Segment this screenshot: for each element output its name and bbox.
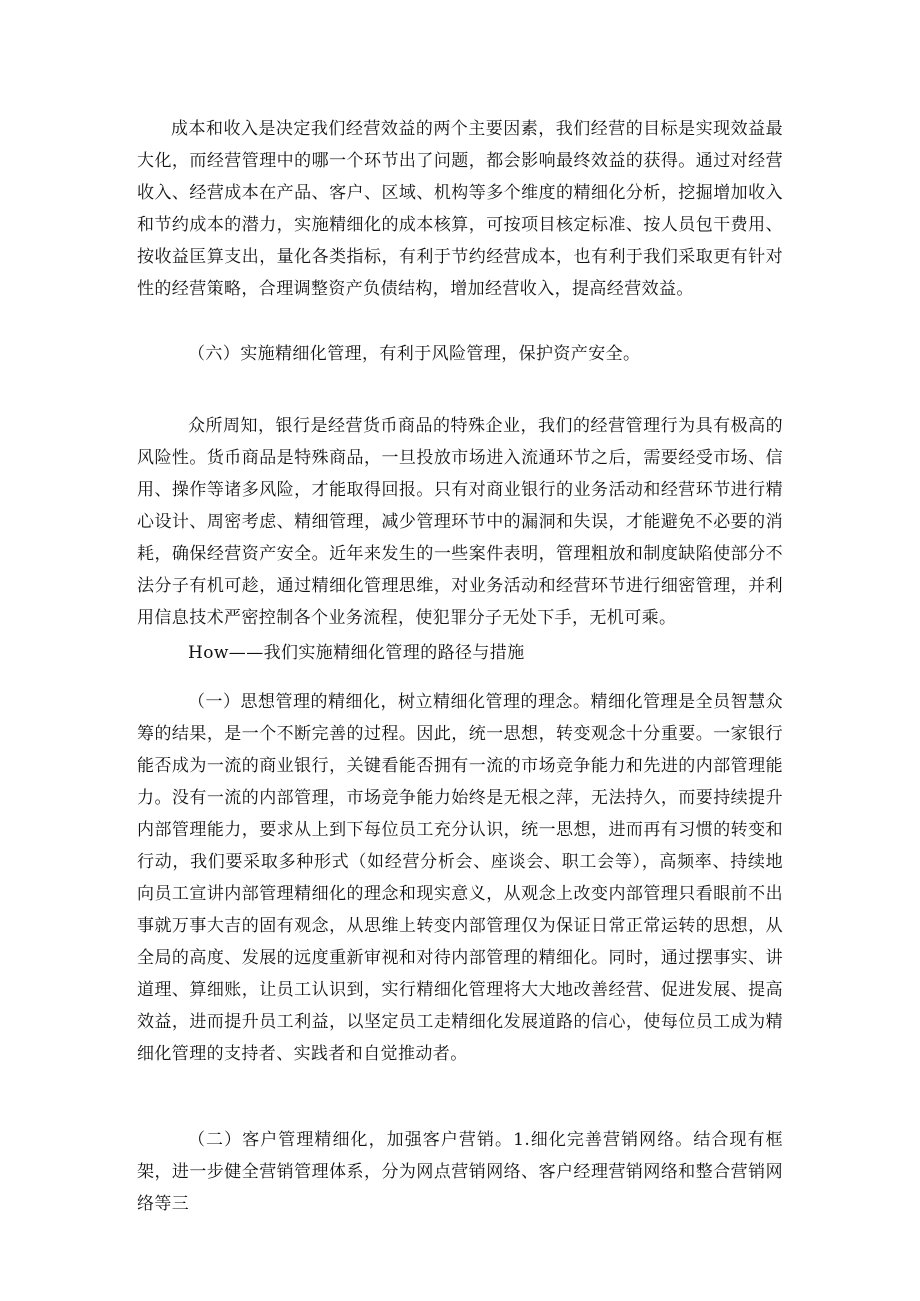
paragraph-heading-six: （六）实施精细化管理，有利于风险管理，保护资产安全。 (188, 344, 641, 364)
paragraph-customer-management: （二）客户管理精细化，加强客户营销。1.细化完善营销网络。结合现有框架，进一步健全营销管理体系，分为网点营销网络、客户经理营销网络和整合营销网络等三 (137, 1130, 783, 1214)
paragraph-thought-management: （一）思想管理的精细化，树立精细化管理的理念。精细化管理是全员智慧众筹的结果，是一个不断完善的过程。因此，统一思想，转变观念十分重要。一家银行能否成为一流的商业银行，关键看能否拥有一流的市场竞争能力和先进的内部管理能力。没有一流的内部管理，市场竞争能力始终是无根之萍，无法持久，而要持续提升内部管理能力，要求从上到下每位员工充分认识，统一思想，进而再有习惯的转变和行动，我们要采取多种形式（如经营分析会、座谈会、职工会等），高频率、持续地向员工宣讲内部管理精细化的理念和现实意义，从观念上改变内部管理只看眼前不出事就万事大吉的固有观念，从思维上转变内部管理仅为保证日常正常运转的思想，从全局的高度、发展的远度重新审视和对待内部管理的精细化。同时，通过摆事实、讲道理、算细账，让员工认识到，实行精细化管理将大大地改善经营、促进发展、提高效益，进而提升员工利益，以坚定员工走精细化发展道路的信心，使每位员工成为精细化管理的支持者、实践者和自觉推动者。 (137, 692, 783, 1064)
paragraph-how-heading: How——我们实施精细化管理的路径与措施 (188, 643, 525, 663)
paragraph-cost-income: 成本和收入是决定我们经营效益的两个主要因素，我们经营的目标是实现效益最大化，而经营管理中的哪一个环节出了问题，都会影响最终效益的获得。通过对经营收入、经营成本在产品、客户、区域、机构等多个维度的精细化分析，挖掘增加收入和节约成本的潜力，实施精细化的成本核算，可按项目核定标准、按人员包干费用、按收益匡算支出，量化各类指标，有利于节约经营成本，也有利于我们采取更有针对性的经营策略，合理调整资产负债结构，增加经营收入，提高经营效益。 (137, 119, 783, 299)
paragraph-risk-management: 众所周知，银行是经营货币商品的特殊企业，我们的经营管理行为具有极高的风险性。货币商品是特殊商品，一旦投放市场进入流通环节之后，需要经受市场、信用、操作等诸多风险，才能取得回报。只有对商业银行的业务活动和经营环节进行精心设计、周密考虑、精细管理，减少管理环节中的漏洞和失误，才能避免不必要的消耗，确保经营资产安全。近年来发生的一些案件表明，管理粗放和制度缺陷使部分不法分子有机可趁，通过精细化管理思维，对业务活动和经营环节进行细密管理，并利用信息技术严密控制各个业务流程，使犯罪分子无处下手，无机可乘。 (137, 416, 783, 628)
